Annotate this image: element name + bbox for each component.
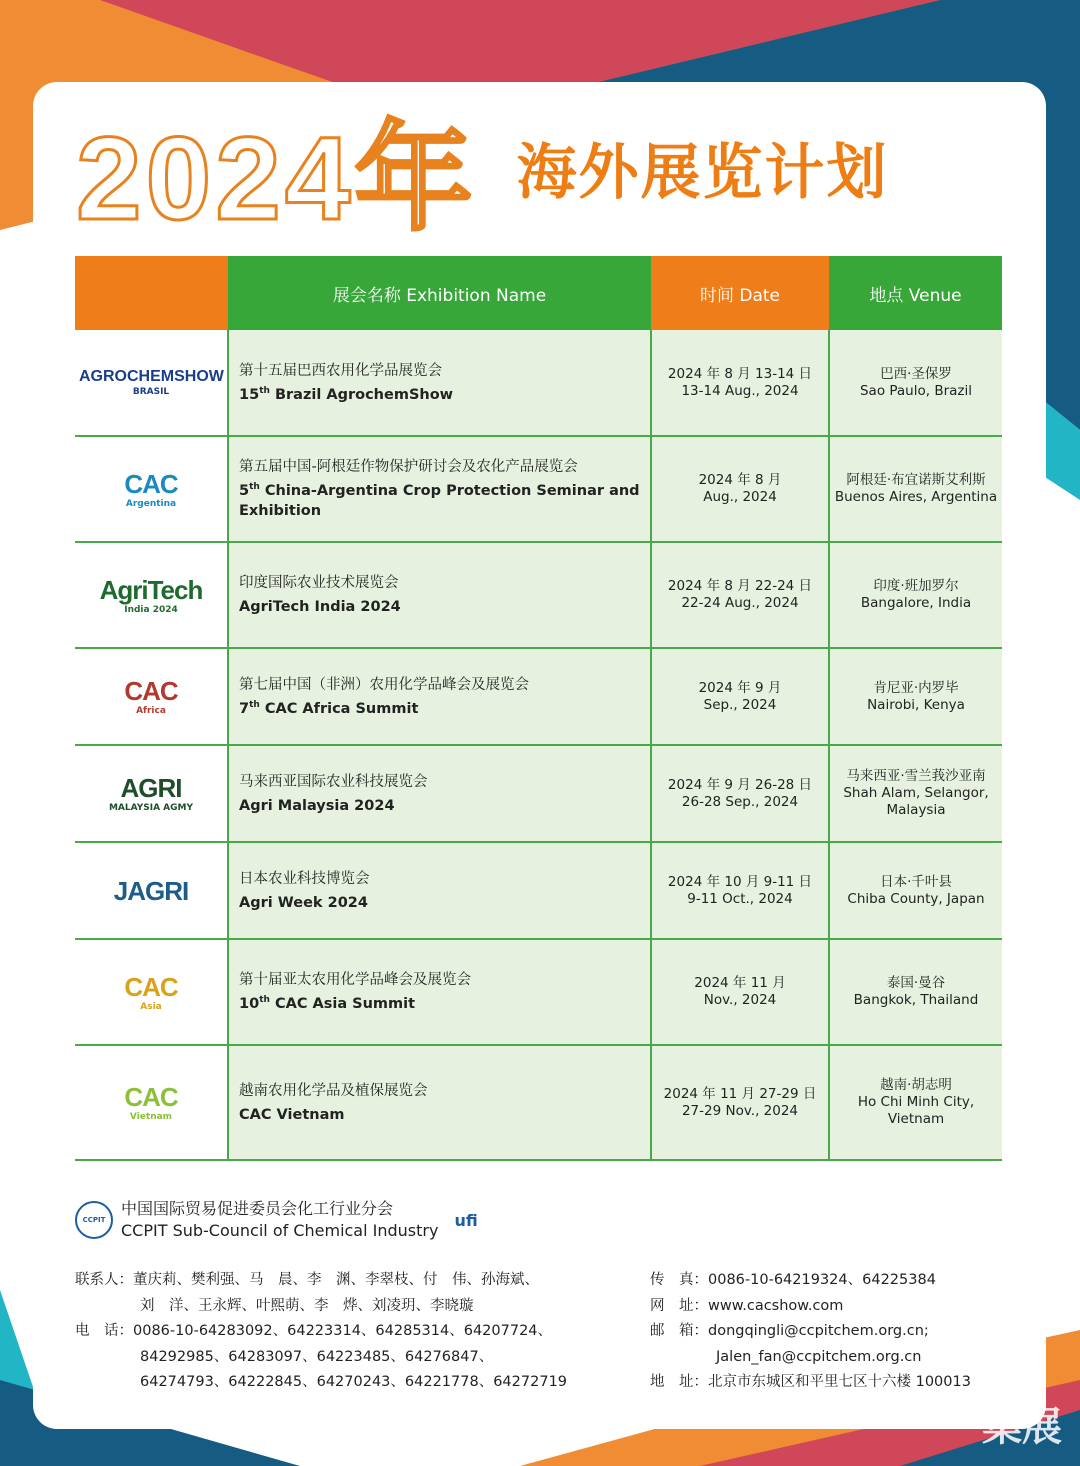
email-link[interactable]: dongqingli@ccpitchem.org.cn; — [708, 1323, 929, 1339]
venue-cn: 马来西亚·雪兰莪沙亚南 — [846, 768, 986, 784]
exhibition-date — [651, 939, 829, 1045]
watermark: 集展 — [982, 1404, 1062, 1450]
name-en-text: CAC Vietnam — [239, 1106, 345, 1123]
venue-en: Ho Chi Minh City, Vietnam — [857, 1094, 975, 1127]
venue-cn: 泰国·曼谷 — [886, 975, 946, 991]
logo-subtext: Asia — [140, 1001, 162, 1012]
date-cn: 2024 年 11 月 27-29 日 — [663, 1085, 817, 1102]
table-header — [75, 256, 1002, 330]
contacts-names: 董庆莉、樊利强、马 晨、李 渊、李翠枝、付 伟、孙海斌、 — [133, 1272, 539, 1288]
date-cn: 2024 年 10 月 9-11 日 — [667, 873, 813, 890]
organizer — [75, 1198, 478, 1242]
fax-label: 传 真： — [650, 1272, 708, 1288]
exhibition-logo — [75, 542, 228, 648]
venue-en: Shah Alam, Selangor, Malaysia — [843, 785, 989, 818]
exhibition-date — [651, 542, 829, 648]
exhibition-name — [228, 542, 651, 648]
email-link[interactable]: Jalen_fan@ccpitchem.org.cn — [716, 1348, 922, 1365]
edition-number: 15 — [239, 386, 260, 403]
edition-suffix: th — [259, 385, 270, 396]
exhibition-logo — [75, 330, 228, 436]
exhibition-name — [228, 939, 651, 1045]
venue-cn: 印度·班加罗尔 — [873, 578, 959, 594]
table-row — [75, 330, 1002, 436]
phone-numbers: 0086-10-64283092、64223314、64285314、64207724、 — [133, 1323, 553, 1339]
venue-cn: 肯尼亚·内罗毕 — [873, 679, 959, 696]
exhibition-name — [228, 648, 651, 745]
table-row — [75, 648, 1002, 745]
name-cn: 第十届亚太农用化学品峰会及展览会 — [239, 972, 471, 989]
date-en: Aug., 2024 — [703, 489, 777, 505]
org-name-en: CCPIT Sub-Council of Chemical Industry — [121, 1221, 439, 1240]
header-logo — [75, 256, 228, 330]
page-title — [76, 108, 889, 245]
contact-info-left — [75, 1268, 567, 1396]
exhibition-date — [651, 330, 829, 436]
exhibition-venue — [829, 1045, 1002, 1160]
ufi-logo: ufi — [454, 1210, 478, 1230]
header-date: 时间 Date — [651, 256, 829, 330]
name-cn: 马来西亚国际农业科技展览会 — [239, 773, 428, 790]
name-cn: 日本农业科技博览会 — [239, 870, 370, 887]
edition-suffix: th — [249, 699, 260, 710]
date-en: 22-24 Aug., 2024 — [681, 595, 799, 611]
logo-subtext: MALAYSIA AGMY — [108, 803, 194, 813]
exhibition-date — [651, 648, 829, 745]
venue-cn: 巴西·圣保罗 — [880, 365, 952, 382]
title-subtitle: 海外展览计划 — [516, 138, 889, 208]
email-label: 邮 箱： — [650, 1323, 708, 1339]
phone-label: 电 话： — [75, 1323, 133, 1339]
exhibition-logo — [75, 939, 228, 1045]
table-row — [75, 542, 1002, 648]
date-cn: 2024 年 8 月 — [698, 472, 782, 488]
org-name-cn: 中国国际贸易促进委员会化工行业分会 — [121, 1199, 394, 1218]
logo-text: AGRI — [120, 773, 182, 803]
name-en — [239, 1101, 644, 1125]
header-venue: 地点 Venue — [829, 256, 1002, 330]
logo-text: JAGRI — [113, 875, 189, 906]
date-en: 9-11 Oct., 2024 — [687, 890, 793, 907]
phone-numbers: 64274793、64222845、64270243、64221778、64272719 — [140, 1374, 568, 1390]
exhibition-logo — [75, 842, 228, 939]
name-cn: 越南农用化学品及植保展览会 — [239, 1082, 428, 1099]
name-en — [239, 381, 644, 405]
table-row — [75, 436, 1002, 542]
exhibition-date — [651, 745, 829, 842]
name-en-text: CAC Asia Summit — [269, 995, 416, 1012]
table-row — [75, 1045, 1002, 1160]
website-link[interactable]: www.cacshow.com — [708, 1297, 844, 1314]
exhibition-venue — [829, 842, 1002, 939]
exhibition-date — [651, 842, 829, 939]
exhibition-name — [228, 745, 651, 842]
name-en-text: Agri Week 2024 — [239, 894, 368, 911]
date-cn: 2024 年 8 月 13-14 日 — [667, 365, 813, 382]
venue-en: Bangalore, India — [860, 595, 972, 611]
exhibition-date — [651, 436, 829, 542]
name-cn: 第十五届巴西农用化学品展览会 — [239, 362, 442, 379]
name-en — [239, 889, 644, 913]
name-en-text: AgriTech India 2024 — [239, 598, 401, 615]
ccpit-logo: CCPIT — [75, 1201, 113, 1239]
exhibition-venue — [829, 542, 1002, 648]
name-cn: 第五届中国-阿根廷作物保护研讨会及农化产品展览会 — [239, 459, 578, 476]
edition-number: 7 — [239, 700, 250, 717]
logo-text: CAC — [124, 468, 178, 499]
date-en: 13-14 Aug., 2024 — [681, 382, 799, 399]
logo-text: CAC — [124, 676, 178, 706]
contacts-names: 刘 洋、王永辉、叶熙萌、李 烨、刘凌玥、李晓璇 — [140, 1297, 474, 1314]
address: 北京市东城区和平里七区十六楼 100013 — [708, 1374, 971, 1390]
name-en — [239, 695, 644, 719]
logo-subtext: BRASIL — [132, 387, 170, 397]
date-en: Sep., 2024 — [703, 696, 777, 713]
table-row — [75, 939, 1002, 1045]
date-cn: 2024 年 9 月 — [698, 679, 782, 696]
logo-subtext: Africa — [136, 706, 166, 716]
venue-en: Buenos Aires, Argentina — [834, 489, 998, 505]
title-year: 2024年 — [76, 113, 477, 245]
contact-info-right — [650, 1268, 971, 1396]
exhibition-venue — [829, 436, 1002, 542]
web-label: 网 址： — [650, 1297, 708, 1314]
date-cn: 2024 年 11 月 — [694, 975, 786, 991]
logo-subtext: India 2024 — [124, 604, 178, 615]
contacts-label: 联系人： — [75, 1272, 133, 1288]
name-en — [239, 477, 644, 521]
exhibition-venue — [829, 648, 1002, 745]
name-en-text: Brazil AgrochemShow — [269, 386, 454, 403]
logo-text: AGROCHEMSHOW — [79, 368, 224, 385]
phone-numbers: 84292985、64283097、64223485、64276847、 — [140, 1348, 494, 1365]
exhibition-venue — [829, 330, 1002, 436]
venue-en: Chiba County, Japan — [847, 890, 985, 907]
fax-number: 0086-10-64219324、64225384 — [708, 1272, 936, 1288]
name-en — [239, 593, 644, 617]
edition-number: 5 — [239, 482, 250, 499]
header-name: 展会名称 Exhibition Name — [228, 256, 651, 330]
exhibition-name — [228, 330, 651, 436]
name-cn: 印度国际农业技术展览会 — [239, 575, 399, 592]
exhibition-venue — [829, 745, 1002, 842]
exhibition-venue — [829, 939, 1002, 1045]
logo-text: AgriTech — [99, 574, 203, 605]
date-en: 27-29 Nov., 2024 — [681, 1102, 799, 1119]
name-en-text: CAC Africa Summit — [259, 700, 419, 717]
date-cn: 2024 年 9 月 26-28 日 — [667, 776, 813, 793]
venue-en: Sao Paulo, Brazil — [859, 382, 973, 399]
venue-cn: 越南·胡志明 — [880, 1077, 952, 1093]
venue-cn: 日本·千叶县 — [880, 873, 952, 890]
venue-cn: 阿根廷·布宜诺斯艾利斯 — [846, 472, 986, 488]
exhibition-name — [228, 436, 651, 542]
date-en: Nov., 2024 — [703, 992, 777, 1008]
name-cn: 第七届中国（非洲）农用化学品峰会及展览会 — [239, 676, 529, 693]
exhibition-logo — [75, 745, 228, 842]
logo-text: CAC — [124, 1082, 178, 1112]
table-row — [75, 842, 1002, 939]
date-en: 26-28 Sep., 2024 — [681, 793, 799, 810]
name-en — [239, 792, 644, 816]
name-en-text: Agri Malaysia 2024 — [239, 797, 395, 814]
exhibition-logo — [75, 436, 228, 542]
venue-en: Nairobi, Kenya — [867, 696, 965, 713]
venue-en: Bangkok, Thailand — [853, 992, 979, 1008]
logo-text: CAC — [124, 971, 178, 1002]
logo-subtext: Vietnam — [129, 1112, 173, 1122]
name-en — [239, 990, 644, 1014]
exhibition-table — [75, 256, 1002, 1161]
exhibition-logo — [75, 648, 228, 745]
logo-subtext: Argentina — [125, 498, 177, 509]
edition-number: 10 — [239, 995, 260, 1012]
date-cn: 2024 年 8 月 22-24 日 — [667, 578, 813, 594]
table-row — [75, 745, 1002, 842]
edition-suffix: th — [249, 482, 260, 493]
name-en-text: China-Argentina Crop Protection Seminar and Exhibition — [239, 482, 640, 519]
exhibition-name — [228, 1045, 651, 1160]
exhibition-date — [651, 1045, 829, 1160]
address-label: 地 址： — [650, 1374, 708, 1390]
exhibition-logo — [75, 1045, 228, 1160]
exhibition-name — [228, 842, 651, 939]
edition-suffix: th — [259, 995, 270, 1006]
